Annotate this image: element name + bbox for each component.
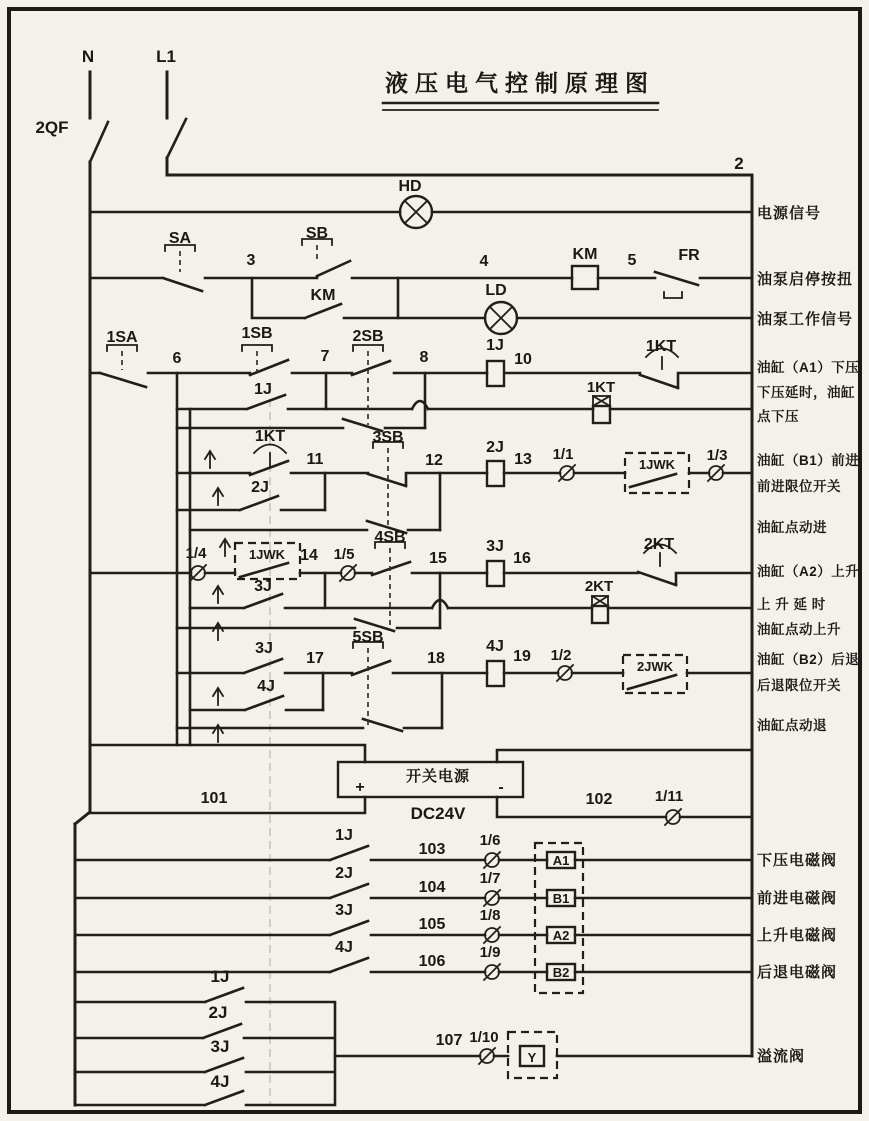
j1-coil (487, 361, 504, 386)
label-dc24v: DC24V (410, 804, 466, 823)
label-4sb: 4SB (374, 529, 406, 546)
label-2kt-coil: 2KT (584, 578, 614, 595)
wire-106: 106 (418, 953, 446, 970)
annotation-a2-up: 油缸（A2）上升 (757, 564, 860, 579)
label-4j-hold: 4J (257, 678, 275, 695)
label-km-coil: KM (572, 246, 598, 263)
label-1sb: 1SB (241, 325, 273, 342)
label-2j-out: 2J (335, 865, 353, 882)
label-2j-coil: 2J (486, 439, 504, 456)
terminal-1-1: 1/1 (552, 446, 574, 463)
wire-107: 107 (435, 1032, 463, 1049)
annotation-jog-forward: 油缸点动进 (757, 520, 827, 535)
annotation-jog-back: 油缸点动退 (757, 718, 827, 733)
label-valve-b1: B1 (552, 891, 570, 906)
label-4j-block: 4J (210, 1072, 230, 1091)
label-2jwk: 2JWK (636, 659, 674, 674)
terminal-1-4: 1/4 (185, 545, 207, 562)
label-km-contact: KM (310, 287, 336, 304)
label-l1: L1 (156, 47, 176, 66)
label-fr: FR (678, 247, 700, 264)
km-coil (572, 266, 598, 289)
label-1j-out: 1J (335, 827, 353, 844)
annotation-b1-forward: 油缸（B1）前进 (757, 453, 860, 468)
fr-thermal-icon (664, 292, 682, 298)
wire-14: 14 (300, 547, 318, 564)
annotation-forward-limit: 前进限位开关 (757, 479, 841, 494)
annotation-up-delay: 上 升 延 时 (757, 597, 826, 612)
terminal-1-6: 1/6 (479, 832, 501, 849)
label-supply-plus: + (355, 779, 365, 796)
label-3sb: 3SB (372, 429, 404, 446)
wire-104: 104 (418, 879, 446, 896)
annotation-b2-back: 油缸（B2）后退 (757, 652, 860, 667)
label-valve-b2: B2 (552, 965, 570, 980)
label-3j-coil: 3J (486, 538, 504, 555)
label-1j-coil: 1J (486, 337, 504, 354)
label-supply-minus: - (498, 779, 504, 796)
wire-3: 3 (246, 252, 256, 269)
label-4j-out: 4J (335, 939, 353, 956)
lamp-hd-icon (400, 196, 432, 228)
lamp-ld-icon (485, 302, 517, 334)
wire-11: 11 (306, 451, 324, 468)
wire-17: 17 (306, 650, 324, 667)
kt1-timer-coil (593, 396, 610, 423)
annotation-valve-forward: 前进电磁阀 (757, 890, 838, 907)
label-1kt-coil: 1KT (586, 379, 616, 396)
diagram-title: 液压电气控制原理图 (385, 70, 655, 96)
annotation-a1-down: 油缸（A1）下压 (757, 360, 860, 375)
label-2sb: 2SB (352, 328, 384, 345)
label-valve-a2: A2 (552, 928, 570, 943)
label-1j-block: 1J (210, 967, 230, 986)
up-arrow-marks (205, 451, 230, 742)
annotation-jog-down: 点下压 (757, 409, 799, 424)
label-3j-contact-g: 3J (255, 640, 273, 657)
annotation-relief-valve: 溢流阀 (757, 1048, 806, 1065)
terminal-1-7: 1/7 (479, 870, 501, 887)
label-ld: LD (485, 282, 507, 299)
wire-18: 18 (427, 650, 445, 667)
label-3j-block: 3J (210, 1037, 230, 1056)
label-1jwk-a: 1JWK (638, 457, 676, 472)
wire-15: 15 (429, 550, 447, 567)
wire-4: 4 (479, 253, 489, 270)
wire-13: 13 (514, 451, 532, 468)
wire-10: 10 (514, 351, 532, 368)
wire-6: 6 (172, 350, 182, 367)
wire-102: 102 (585, 791, 613, 808)
annotation-pump-signal: 油泵工作信号 (757, 311, 854, 328)
wire-101: 101 (200, 790, 228, 807)
label-hd: HD (398, 178, 422, 195)
wire-5: 5 (627, 252, 637, 269)
label-sb: SB (305, 225, 329, 242)
label-1sa: 1SA (106, 329, 138, 346)
label-valve-y: Y (527, 1050, 537, 1065)
label-2kt-contact: 2KT (643, 536, 675, 553)
wire-16: 16 (513, 550, 531, 567)
j3-coil (487, 561, 504, 586)
label-3j-hold: 3J (254, 578, 272, 595)
wire-8: 8 (419, 349, 429, 366)
label-1kt-contact-a: 1KT (645, 338, 677, 355)
label-2qf: 2QF (35, 118, 69, 137)
label-2j-block: 2J (208, 1003, 228, 1022)
label-4j-coil: 4J (486, 638, 504, 655)
annotation-valve-down: 下压电磁阀 (757, 852, 838, 869)
annotation-valve-up: 上升电磁阀 (757, 927, 838, 944)
label-n: N (81, 47, 95, 66)
label-supply-box: 开关电源 (405, 768, 471, 785)
wire-103: 103 (418, 841, 446, 858)
j4-coil (487, 661, 504, 686)
j2-coil (487, 461, 504, 486)
terminal-1-10: 1/10 (469, 1029, 499, 1046)
label-valve-a1: A1 (552, 853, 570, 868)
function-annotations (757, 204, 859, 1065)
annotation-power-signal: 电源信号 (757, 205, 822, 222)
annotation-back-limit: 后退限位开关 (757, 678, 841, 693)
terminal-1-5: 1/5 (333, 546, 355, 563)
wire-12: 12 (425, 452, 443, 469)
label-2j-hold: 2J (251, 479, 269, 496)
label-1kt-contact-b: 1KT (254, 428, 286, 445)
terminal-1-9: 1/9 (479, 944, 501, 961)
label-3j-out: 3J (335, 902, 353, 919)
annotation-valve-back: 后退电磁阀 (757, 964, 838, 981)
wire-7: 7 (320, 348, 330, 365)
kt2-timer-coil (592, 596, 608, 623)
annotation-jog-up: 油缸点动上升 (757, 622, 841, 637)
label-5sb: 5SB (352, 629, 384, 646)
wire-2: 2 (734, 154, 744, 173)
annotation-pump-button: 油泵启停按扭 (757, 271, 854, 288)
label-1jwk-b: 1JWK (248, 547, 286, 562)
annotation-down-delay: 下压延时，油缸 (757, 385, 855, 400)
terminal-1-2: 1/2 (550, 647, 572, 664)
label-1j-hold: 1J (254, 381, 272, 398)
terminal-1-3: 1/3 (706, 447, 728, 464)
terminal-1-11: 1/11 (654, 788, 684, 805)
wire-105: 105 (418, 916, 446, 933)
wire-19: 19 (513, 648, 531, 665)
label-sa: SA (168, 230, 192, 247)
terminal-1-8: 1/8 (479, 907, 501, 924)
